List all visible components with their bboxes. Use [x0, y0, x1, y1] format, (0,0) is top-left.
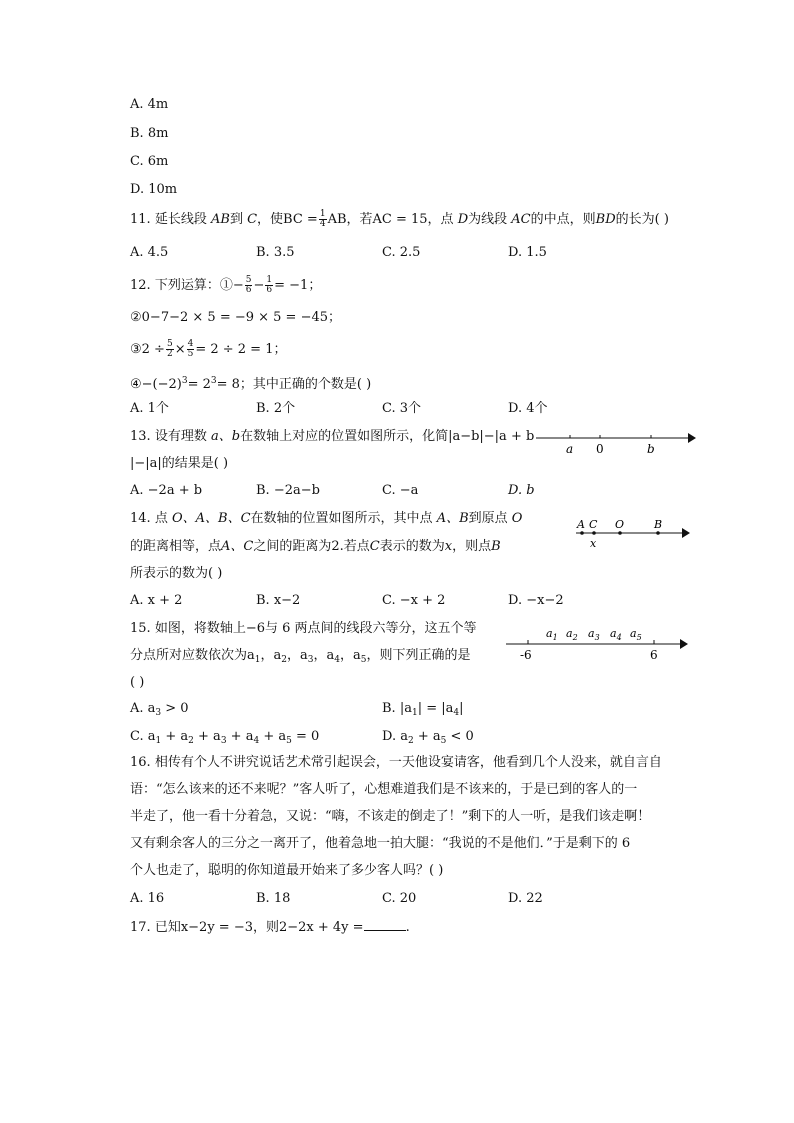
axis-label-b: B: [654, 518, 663, 531]
q15-option-b: B. $|a_1| = |a_4|$: [382, 701, 464, 718]
q12-option-b: B. 2个: [256, 401, 296, 416]
q14-stem-line1: 14. 点 O、A、B、C在数轴的位置如图所示，其中点 A、B到原点 O: [130, 511, 523, 526]
q10-option-b: B. 8m: [130, 126, 169, 141]
fraction: $\frac{1}{6}$: [266, 275, 273, 295]
q17-stem: 17. 已知x−2y = −3，则2−2x + 4y = .: [130, 920, 410, 935]
q15-stem-line1: 15. 如图，将数轴上−6与 6 两点间的线段六等分，这五个等: [130, 621, 477, 636]
q14-stem-line3: 所表示的数为( ): [130, 566, 223, 581]
axis-label-a: A: [577, 518, 585, 531]
q13-stem-line1: 13. 设有理数 a、b在数轴上对应的位置如图所示，化简|a−b|−|a + b: [130, 429, 535, 444]
q12-stem: 12. 下列运算：①− $\frac{5}{6}$ − $\frac{1}{6}$ = −1；: [130, 275, 322, 295]
q17-number: 17.: [130, 920, 151, 935]
q10-option-a: A. 4m: [130, 97, 169, 112]
q16-option-a: A. 16: [130, 891, 165, 906]
q15-option-a: A. $a_3 > 0$: [130, 701, 189, 718]
q11-option-b: B. 3.5: [256, 245, 295, 260]
axis-label-b: b: [647, 442, 655, 456]
fraction: $\frac{4}{5}$: [187, 339, 194, 359]
q14-option-b: B. x−2: [256, 593, 301, 608]
fraction: $\frac{5}{6}$: [245, 275, 252, 295]
q11-option-a: A. 4.5: [130, 245, 169, 260]
axis-label-c: C: [589, 518, 598, 531]
q14-option-a: A. x + 2: [130, 593, 183, 608]
q11-stem: 11. 延长线段 AB到 C，使BC = $\frac{1}{4}$ AB，若AC = 15，点 D为线段 AC的中点，则BD的长为( ): [130, 209, 669, 229]
q10-option-d: D. 10m: [130, 182, 178, 197]
q14-stem-line2: 的距离相等，点A、C之间的距离为2.若点C表示的数为x，则点B: [130, 539, 501, 554]
q14-option-c: C. −x + 2: [382, 593, 446, 608]
q13-option-b: B. −2a−b: [256, 483, 320, 498]
axis-label-six: 6: [650, 648, 658, 662]
q13-stem-line2: |−|a|的结果是( ): [130, 456, 229, 471]
axis-label-x: x: [590, 537, 597, 550]
q15-number: 15.: [130, 621, 151, 636]
q13-option-d: D. b: [508, 483, 535, 498]
axis-label-minus-six: -6: [520, 648, 532, 662]
axis-label-o: O: [615, 518, 625, 531]
q16-option-d: D. 22: [508, 891, 543, 906]
axis-label-a1: $a_1$: [546, 627, 558, 642]
q14-number: 14.: [130, 511, 151, 526]
q16-stem-line4: 又有剩余客人的三分之一离开了，他着急地一拍大腿：“我说的不是他们．”于是剩下的 6: [130, 836, 631, 851]
q14-option-d: D. −x−2: [508, 593, 564, 608]
q16-number: 16.: [130, 755, 151, 770]
q16-option-b: B. 18: [256, 891, 291, 906]
axis-label-a4: $a_4$: [610, 627, 622, 642]
q16-stem-line3: 半走了，他一看十分着急，又说：“嗨，不该走的倒走了！”剩下的人一听，是我们该走啊！: [130, 809, 651, 824]
answer-blank[interactable]: [364, 918, 406, 931]
q16-stem-line2: 语：“怎么该来的还不来呢？”客人听了，心想难道我们是不该来的，于是已到的客人的一: [130, 782, 638, 797]
fraction: $\frac{5}{2}$: [166, 339, 173, 359]
q12-statement-3: ③2 ÷ $\frac{5}{2}$ × $\frac{4}{5}$ = 2 ÷ 2 = 1；: [130, 339, 287, 359]
q15-option-c: C. $a_1 + a_2 + a_3 + a_4 + a_5 = 0$: [130, 729, 320, 746]
q12-statement-2: ②0−7−2 × 5 = −9 × 5 = −45；: [130, 310, 342, 325]
fraction: $\frac{1}{4}$: [319, 209, 326, 229]
q13-number: 13.: [130, 429, 151, 444]
q15-stem-line3: ( ): [130, 675, 145, 690]
q15-stem-line2: 分点所对应数依次为$a_1$，$a_2$，$a_3$，$a_4$，$a_5$，则下列正确的是: [130, 648, 471, 665]
q12-statement-4: $④-(-2)^3= 2^3= 8$；其中正确的个数是( ): [130, 376, 372, 392]
q15-number-line: [500, 622, 700, 662]
q10-option-c: C. 6m: [130, 154, 169, 169]
q12-option-a: A. 1个: [130, 401, 169, 416]
q14-number-line: [570, 515, 700, 551]
q12-option-c: C. 3个: [382, 401, 422, 416]
axis-label-a5: $a_5$: [630, 627, 642, 642]
q12-number: 12.: [130, 278, 151, 293]
q13-option-a: A. −2a + b: [130, 483, 203, 498]
axis-label-a: a: [566, 442, 574, 456]
q16-stem-line5: 个人也走了，聪明的你知道最开始来了多少客人吗？( ): [130, 863, 444, 878]
axis-label-zero: 0: [596, 442, 604, 456]
q16-stem-line1: 16. 相传有个人不讲究说话艺术常引起误会，一天他设宴请客，他看到几个人没来，就自言自: [130, 755, 662, 770]
q11-option-c: C. 2.5: [382, 245, 421, 260]
axis-label-a2: $a_2$: [566, 627, 578, 642]
axis-label-a3: $a_3$: [588, 627, 600, 642]
q11-number: 11.: [130, 212, 151, 227]
q16-option-c: C. 20: [382, 891, 417, 906]
q12-option-d: D. 4个: [508, 401, 548, 416]
q11-option-d: D. 1.5: [508, 245, 547, 260]
q13-number-line: [530, 426, 700, 458]
q15-option-d: D. $a_2 + a_5 < 0$: [382, 729, 474, 746]
q13-option-c: C. −a: [382, 483, 419, 498]
